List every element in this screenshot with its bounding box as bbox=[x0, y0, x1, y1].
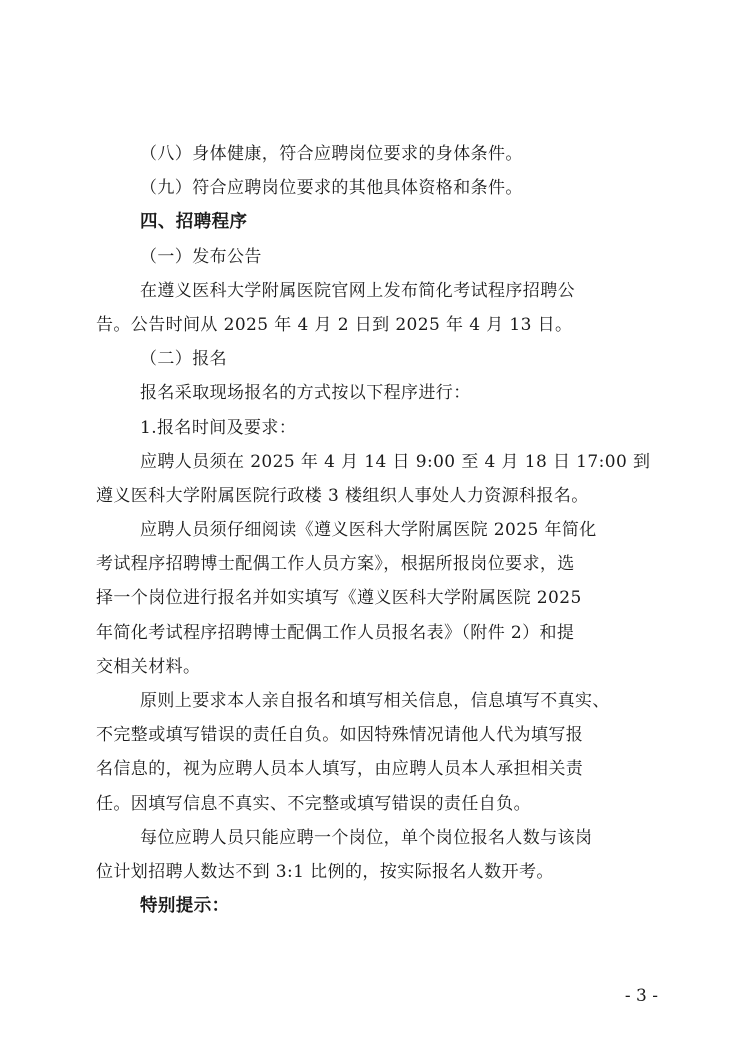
paragraph-line: 名信息的，视为应聘人员本人填写，由应聘人员本人承担相关责 bbox=[96, 759, 584, 780]
paragraph-line: 交相关材料。 bbox=[96, 656, 201, 677]
paragraph-line: 位计划招聘人数达不到 3:1 比例的，按实际报名人数开考。 bbox=[96, 861, 554, 882]
page-number: - 3 - bbox=[624, 986, 658, 1006]
paragraph-line: （九）符合应聘岗位要求的其他具体资格和条件。 bbox=[140, 178, 523, 199]
paragraph-line: 应聘人员须在 2025 年 4 月 14 日 9:00 至 4 月 18 日 17:00 到 bbox=[140, 451, 651, 472]
item-heading: 1.报名时间及要求： bbox=[140, 417, 297, 438]
paragraph-line: 不完整或填写错误的责任自负。如因特殊情况请他人代为填写报 bbox=[96, 725, 584, 746]
paragraph-line: 应聘人员须仔细阅读《遵义医科大学附属医院 2025 年简化 bbox=[140, 520, 597, 541]
special-note-heading: 特别提示： bbox=[140, 896, 230, 917]
document-body bbox=[96, 137, 651, 923]
paragraph-line: 任。因填写信息不真实、不完整或填写错误的责任自负。 bbox=[96, 793, 531, 814]
paragraph-line: 择一个岗位进行报名并如实填写《遵义医科大学附属医院 2025 bbox=[96, 588, 582, 609]
paragraph-line: 原则上要求本人亲自报名和填写相关信息，信息填写不真实、 bbox=[140, 691, 610, 711]
paragraph-line: 年简化考试程序招聘博士配偶工作人员报名表》（附件 2）和提 bbox=[96, 622, 575, 643]
subsection-heading: （一）发布公告 bbox=[140, 246, 262, 267]
paragraph-line: 告。公告时间从 2025 年 4 月 2 日到 2025 年 4 月 13 日。 bbox=[96, 314, 573, 335]
section-heading: 四、招聘程序 bbox=[140, 212, 248, 233]
paragraph-line: 遵义医科大学附属医院行政楼 3 楼组织人事处人力资源科报名。 bbox=[96, 485, 589, 506]
paragraph-line: 报名采取现场报名的方式按以下程序进行： bbox=[140, 383, 471, 404]
paragraph-line: 在遵义医科大学附属医院官网上发布简化考试程序招聘公 bbox=[140, 280, 575, 301]
paragraph-line: 每位应聘人员只能应聘一个岗位，单个岗位报名人数与该岗 bbox=[140, 827, 593, 848]
paragraph-line: （八）身体健康，符合应聘岗位要求的身体条件。 bbox=[140, 144, 523, 164]
paragraph-line: 考试程序招聘博士配偶工作人员方案》，根据所报岗位要求，选 bbox=[96, 554, 575, 575]
subsection-heading: （二）报名 bbox=[140, 349, 227, 370]
